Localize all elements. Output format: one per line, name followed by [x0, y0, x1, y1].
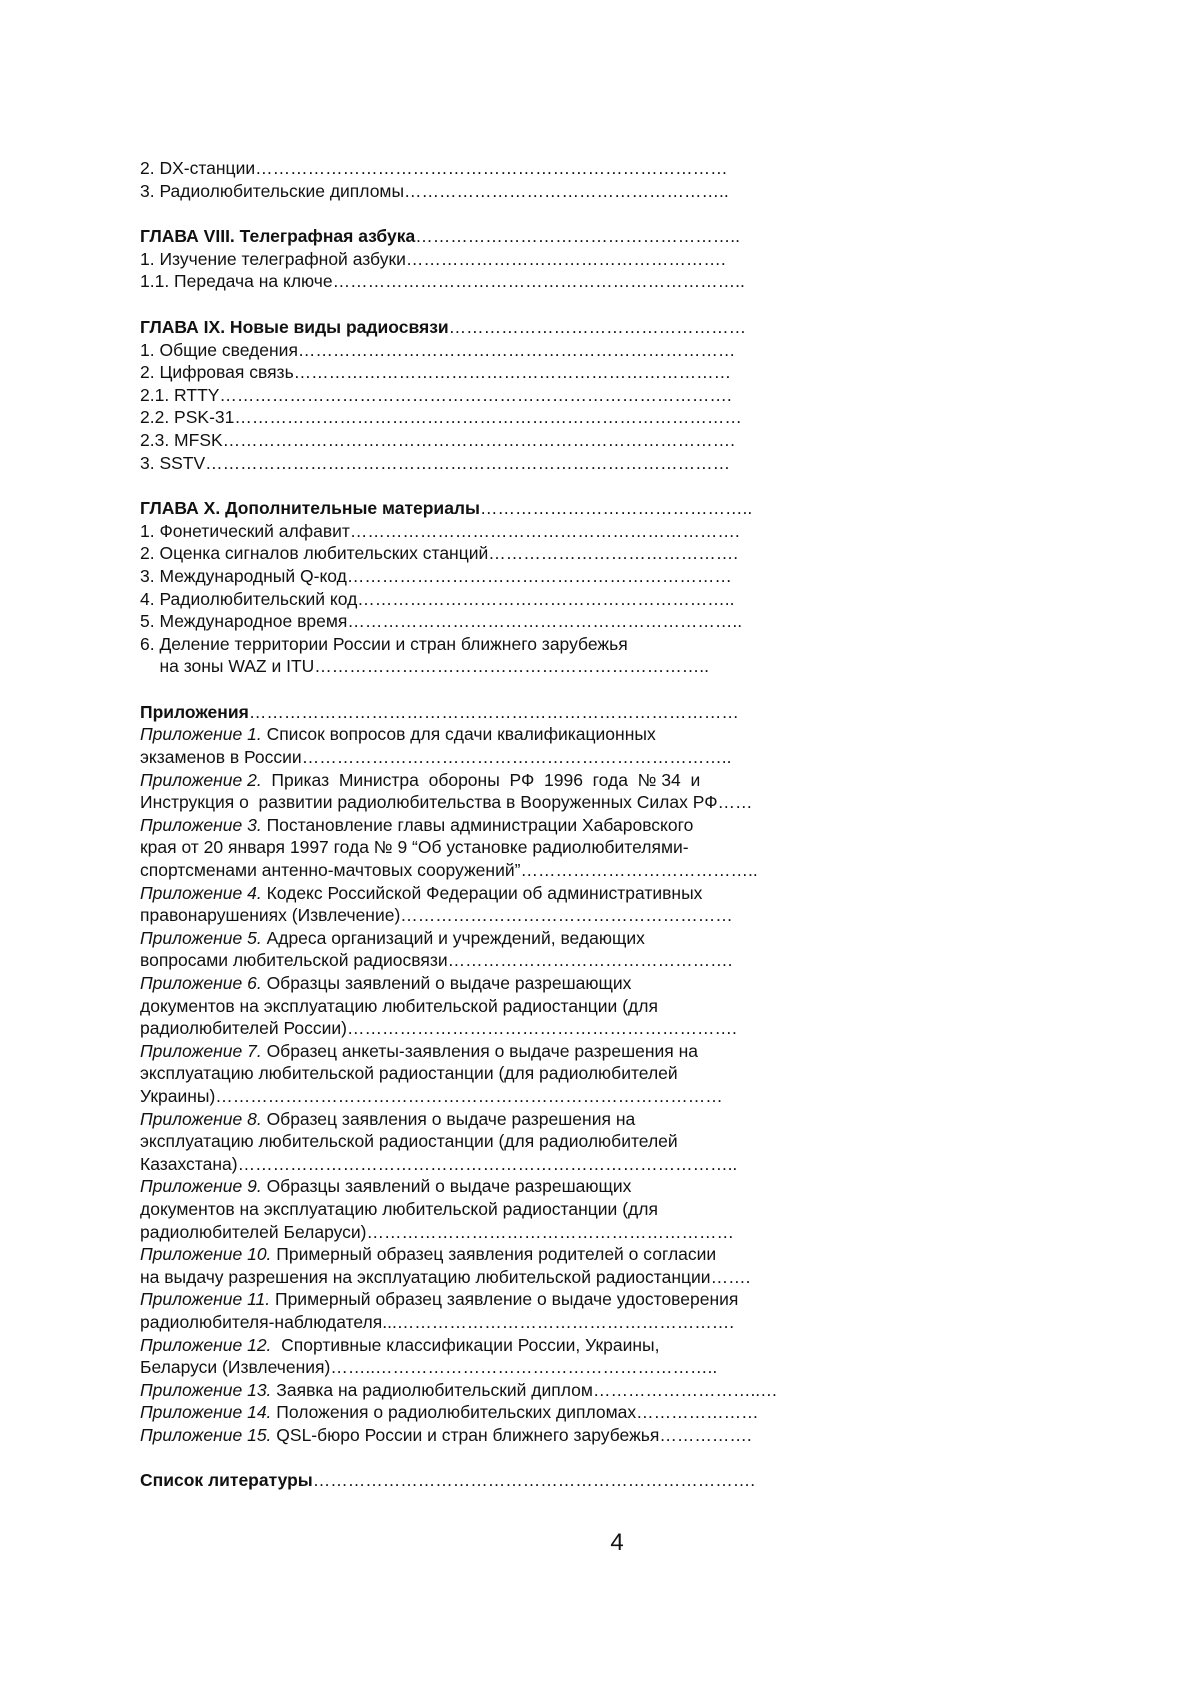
appendix-first-line — [140, 814, 860, 837]
appendix-text: Беларуси (Извлечения)……..………………………………………………….. — [140, 1357, 718, 1378]
appendix-label: Приложение 5. — [140, 927, 262, 948]
appendix-text: Казахстана)………………………………………………………………………….. — [140, 1153, 738, 1174]
appendix-label: Приложение 3. — [140, 814, 262, 835]
appendix-label: Приложение 14. — [140, 1402, 272, 1423]
toc-appendix-entry[interactable] — [140, 1401, 860, 1424]
chapter-10-leader-dots: ……………………………………….. — [480, 498, 753, 519]
appendix-label: Приложение 2. — [140, 769, 262, 790]
chapter-9-leader-dots: …………………………………………… — [448, 316, 747, 337]
appendix-first-line — [140, 882, 860, 905]
appendix-text: радиолюбителя-наблюдателя...…………………………………………………. — [140, 1311, 735, 1332]
toc-entry-telegraph-study[interactable]: 1. Изучение телеграфной азбуки………………………………………………. — [140, 248, 726, 269]
toc-appendices-heading[interactable] — [140, 701, 860, 724]
toc-entry-ham-code[interactable]: 4. Радиолюбительский код……………………………………………………….. — [140, 588, 735, 609]
appendix-continuation-line — [140, 1085, 860, 1108]
appendix-first-line — [140, 1108, 860, 1131]
toc-entry-mfsk[interactable]: 2.3. MFSK……………………………………………………………………………. — [140, 429, 736, 450]
appendix-continuation-line — [140, 859, 860, 882]
chapter-8-leader-dots: ……………………………………………….. — [415, 226, 740, 247]
appendix-first-line — [140, 1334, 860, 1357]
appendix-text: Примерный образец заявление о выдаче удостоверения — [270, 1289, 739, 1310]
appendix-first-line — [140, 1379, 860, 1402]
appendix-list — [140, 723, 860, 1446]
appendix-label: Приложение 4. — [140, 882, 262, 903]
toc-entry-psk31[interactable]: 2.2. PSK-31…………………………………………………………………………… — [140, 407, 742, 428]
toc-entry-zones-division[interactable]: 6. Деление территории России и стран ближнего зарубежья — [140, 633, 628, 654]
toc-entry-international-time[interactable]: 5. Международное время………………………………………………………….. — [140, 611, 743, 632]
appendix-continuation-line — [140, 1198, 860, 1221]
toc-entry-signal-report[interactable]: 2. Оценка сигналов любительских станций……………………………………. — [140, 543, 739, 564]
toc-appendix-entry[interactable] — [140, 814, 860, 882]
appendix-continuation-line — [140, 1153, 860, 1176]
appendix-first-line — [140, 1401, 860, 1424]
bibliography-leader-dots: …………………………………………………………………. — [312, 1470, 756, 1491]
chapter-10-title: ГЛАВА X. Дополнительные материалы — [140, 498, 480, 519]
appendices-leader-dots: ………………………………………………………………………… — [248, 701, 739, 722]
appendix-text: Украины)…………………………………………………………………………… — [140, 1085, 723, 1106]
appendix-label: Приложение 1. — [140, 724, 262, 745]
appendix-text: Спортивные классификации России, Украины, — [271, 1334, 660, 1355]
appendix-text: правонарушениях (Извлечение)………………………………………………… — [140, 905, 733, 926]
chapter-9-title: ГЛАВА IX. Новые виды радиосвязи — [140, 316, 449, 337]
appendix-label: Приложение 9. — [140, 1176, 262, 1197]
section-gap — [140, 202, 860, 225]
toc-appendix-entry[interactable] — [140, 769, 860, 814]
appendix-label: Приложение 8. — [140, 1108, 262, 1129]
appendix-continuation-line — [140, 995, 860, 1018]
toc-appendix-entry[interactable] — [140, 1379, 860, 1402]
appendix-label: Приложение 11. — [140, 1289, 271, 1310]
toc-entry-zones-division-cont[interactable]: на зоны WAZ и ITU………………………………………………………….. — [140, 656, 710, 677]
appendix-text: спортсменами антенно-мачтовых сооружений”………………………………….. — [140, 860, 758, 881]
appendix-label: Приложение 6. — [140, 973, 262, 993]
appendix-text: Список вопросов для сдачи квалификационных — [261, 724, 656, 745]
toc-entry-q-code[interactable]: 3. Международный Q-код………………………………………………………… — [140, 565, 732, 586]
bibliography-title: Список литературы — [140, 1470, 313, 1491]
appendix-text: радиолюбителей России)…………………………………………………………. — [140, 1018, 737, 1039]
appendix-continuation-line — [140, 949, 860, 972]
appendix-text: Инструкция о развитии радиолюбительства в Вооруженных Силах РФ…… — [140, 792, 753, 813]
toc-entry-rtty[interactable]: 2.1. RTTY……………………………………………………………………………. — [140, 384, 732, 405]
appendix-text: Постановление главы администрации Хабаровского — [261, 814, 694, 835]
toc-appendix-entry[interactable] — [140, 972, 860, 1040]
toc-chapter-9-heading[interactable] — [140, 316, 860, 339]
toc-appendix-entry[interactable] — [140, 1424, 860, 1447]
appendix-first-line — [140, 972, 860, 995]
toc-entry-general-info[interactable]: 1. Общие сведения………………………………………………………………… — [140, 339, 736, 360]
appendix-text: экзаменов в России……………………………………………………………….. — [140, 747, 732, 768]
appendix-text: Примерный образец заявления родителей о согласии — [271, 1244, 717, 1265]
section-gap — [140, 474, 860, 497]
appendix-text: Образец анкеты-заявления о выдаче разрешения на — [261, 1040, 699, 1061]
appendix-label: Приложение 12. — [140, 1334, 272, 1355]
appendix-continuation-line — [140, 746, 860, 769]
appendix-text: вопросами любительской радиосвязи…………………………………………. — [140, 950, 733, 971]
appendix-label: Приложение 10. — [140, 1244, 272, 1265]
toc-chapter-8-heading[interactable] — [140, 225, 860, 248]
appendix-label: Приложение 15. — [140, 1424, 272, 1445]
appendix-continuation-line — [140, 1311, 860, 1334]
appendix-text: Кодекс Российской Федерации об административных — [261, 882, 703, 903]
appendix-first-line — [140, 1243, 860, 1266]
toc-appendix-entry[interactable] — [140, 1334, 860, 1379]
toc-chapter-10-heading[interactable] — [140, 497, 860, 520]
toc-bibliography-heading[interactable] — [140, 1469, 860, 1492]
appendix-continuation-line — [140, 1062, 860, 1085]
toc-appendix-entry[interactable] — [140, 1243, 860, 1288]
appendix-continuation-line — [140, 1130, 860, 1153]
page-number: 4 — [610, 1529, 624, 1556]
appendix-first-line — [140, 723, 860, 746]
toc-appendix-entry[interactable] — [140, 1108, 860, 1176]
appendix-text: Адреса организаций и учреждений, ведающих — [261, 927, 645, 948]
appendix-continuation-line — [140, 904, 860, 927]
toc-entry-sstv[interactable]: 3. SSTV……………………………………………………………………………… — [140, 452, 731, 473]
toc-appendix-entry[interactable] — [140, 1175, 860, 1243]
toc-entry-phonetic-alphabet[interactable]: 1. Фонетический алфавит…………………………………………………………. — [140, 520, 740, 541]
appendix-continuation-line — [140, 836, 860, 859]
appendix-text: QSL-бюро России и стран ближнего зарубежья……………. — [271, 1424, 752, 1445]
appendix-text: Положения о радиолюбительских дипломах………………… — [271, 1402, 759, 1423]
toc-entry-radio-diplomas[interactable]: 3. Радиолюбительские дипломы……………………………………………….. — [140, 180, 729, 201]
appendix-continuation-line — [140, 791, 860, 814]
appendix-text: на выдачу разрешения на эксплуатацию любительской радиостанции……. — [140, 1266, 751, 1287]
appendix-label: Приложение 7. — [140, 1040, 262, 1061]
appendix-first-line — [140, 927, 860, 950]
appendix-text: Заявка на радиолюбительский диплом………………………..… — [271, 1379, 778, 1400]
appendix-text: документов на эксплуатацию любительской радиостанции (для — [140, 1198, 658, 1219]
toc-entry-key-transmission[interactable]: 1.1. Передача на ключе…………………………………………………………….. — [140, 271, 745, 292]
appendix-first-line — [140, 1424, 860, 1447]
appendix-first-line — [140, 1288, 860, 1311]
appendix-text: документов на эксплуатацию любительской радиостанции (для — [140, 995, 658, 1016]
appendix-continuation-line — [140, 1356, 860, 1379]
appendix-continuation-line — [140, 1017, 860, 1040]
appendix-first-line — [140, 1040, 860, 1063]
appendices-title: Приложения — [140, 701, 249, 722]
appendix-text: края от 20 января 1997 года № 9 “Об установке радиолюбителями- — [140, 837, 689, 858]
section-gap — [140, 293, 860, 316]
toc-entry-dx-stations[interactable]: 2. DX-станции……………………………………………………………………… — [140, 158, 728, 178]
appendix-first-line — [140, 1175, 860, 1198]
appendix-label: Приложение 13. — [140, 1379, 272, 1400]
appendix-text: эксплуатацию любительской радиостанции (для радиолюбителей — [140, 1131, 678, 1152]
appendix-continuation-line — [140, 1221, 860, 1244]
appendix-text: радиолюбителей Беларуси)……………………………………………………… — [140, 1221, 735, 1242]
toc-appendix-entry[interactable] — [140, 927, 860, 972]
appendix-first-line — [140, 769, 860, 792]
toc-appendix-entry[interactable] — [140, 882, 860, 927]
appendix-text: Образцы заявлений о выдаче разрешающих — [261, 1176, 632, 1197]
appendix-text: Приказ Министра обороны РФ 1996 года № 34 и — [261, 769, 701, 790]
toc-appendix-entry[interactable] — [140, 1288, 860, 1333]
appendix-text: Образец заявления о выдаче разрешения на — [261, 1108, 636, 1129]
toc-appendix-entry[interactable] — [140, 723, 860, 768]
section-gap — [140, 1446, 860, 1469]
appendix-continuation-line — [140, 1266, 860, 1289]
chapter-8-title: ГЛАВА VIII. Телеграфная азбука — [140, 226, 416, 247]
appendix-text: эксплуатацию любительской радиостанции (для радиолюбителей — [140, 1063, 678, 1084]
appendix-text: Образцы заявлений о выдаче разрешающих — [261, 973, 632, 993]
toc-appendix-entry[interactable] — [140, 1040, 860, 1108]
table-of-contents — [140, 157, 860, 1492]
section-gap — [140, 678, 860, 701]
toc-entry-digital-comm[interactable]: 2. Цифровая связь………………………………………………………………… — [140, 362, 732, 383]
